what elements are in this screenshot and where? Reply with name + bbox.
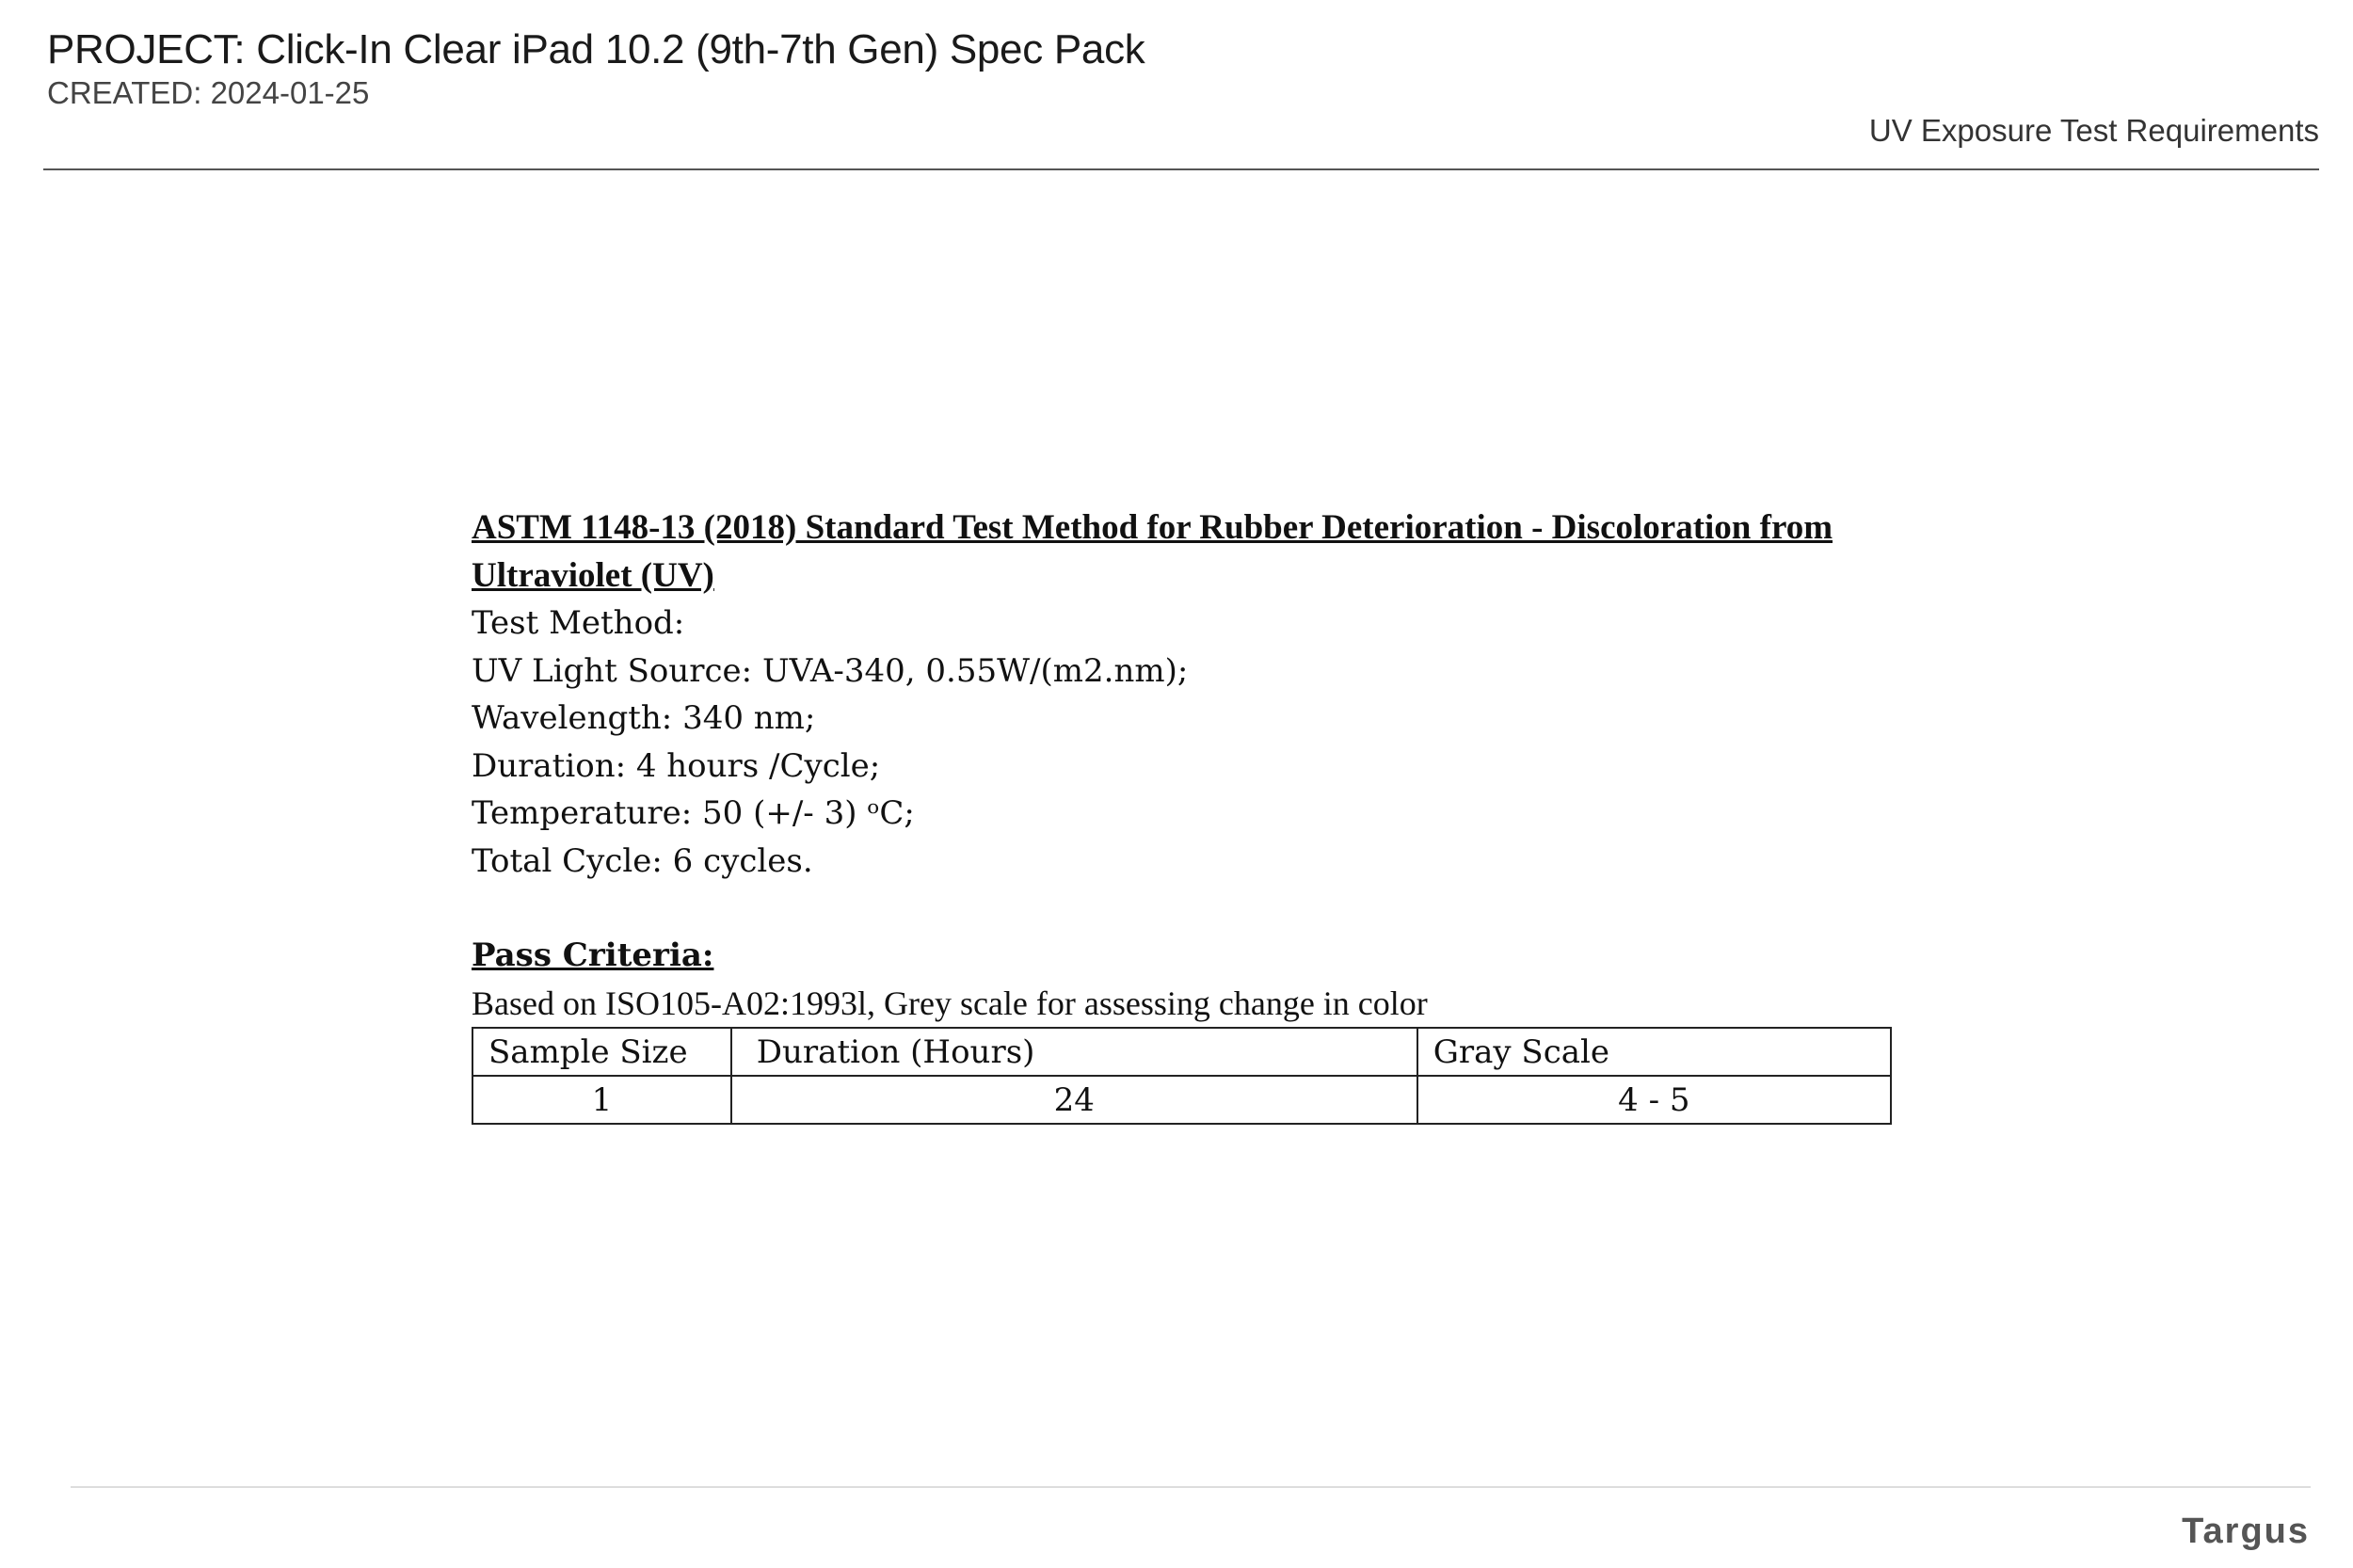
test-method-label: Test Method: [472, 604, 685, 642]
spec-content [472, 504, 1893, 1125]
table-cell: 24 [731, 1076, 1417, 1124]
table-header-row [472, 1028, 1891, 1076]
temperature-line: Temperature: 50 (+/- 3) ᵒC; [472, 794, 915, 832]
table-header-cell: Sample Size [472, 1028, 731, 1076]
table-header-cell: Duration (Hours) [731, 1028, 1417, 1076]
table-header-cell: Gray Scale [1417, 1028, 1891, 1076]
header-divider [43, 168, 2319, 170]
table-cell: 1 [472, 1076, 731, 1124]
table-row [472, 1076, 1891, 1124]
light-source-line: UV Light Source: UVA-340, 0.55W/(m2.nm); [472, 651, 1189, 690]
standard-title: ASTM 1148-13 (2018) Standard Test Method for Rubber Deterioration - Discoloration from Ultraviolet (UV) [472, 508, 1833, 595]
iso-reference: Based on ISO105-A02:1993l, Grey scale for assessing change in color [472, 984, 1428, 1022]
targus-logo: Targus [2182, 1512, 2310, 1551]
pass-criteria-title: Pass Criteria: [472, 936, 714, 974]
footer-divider [71, 1486, 2311, 1488]
criteria-table [472, 1027, 1892, 1125]
spacer [472, 885, 1893, 932]
table-cell: 4 - 5 [1417, 1076, 1891, 1124]
page-title: PROJECT: Click-In Clear iPad 10.2 (9th-7th Gen) Spec Pack [47, 26, 1145, 72]
created-date: CREATED: 2024-01-25 [47, 75, 370, 110]
wavelength-line: Wavelength: 340 nm; [472, 699, 816, 737]
duration-line: Duration: 4 hours /Cycle; [472, 746, 881, 785]
section-title: UV Exposure Test Requirements [1868, 113, 2319, 148]
total-cycle-line: Total Cycle: 6 cycles. [472, 841, 813, 880]
